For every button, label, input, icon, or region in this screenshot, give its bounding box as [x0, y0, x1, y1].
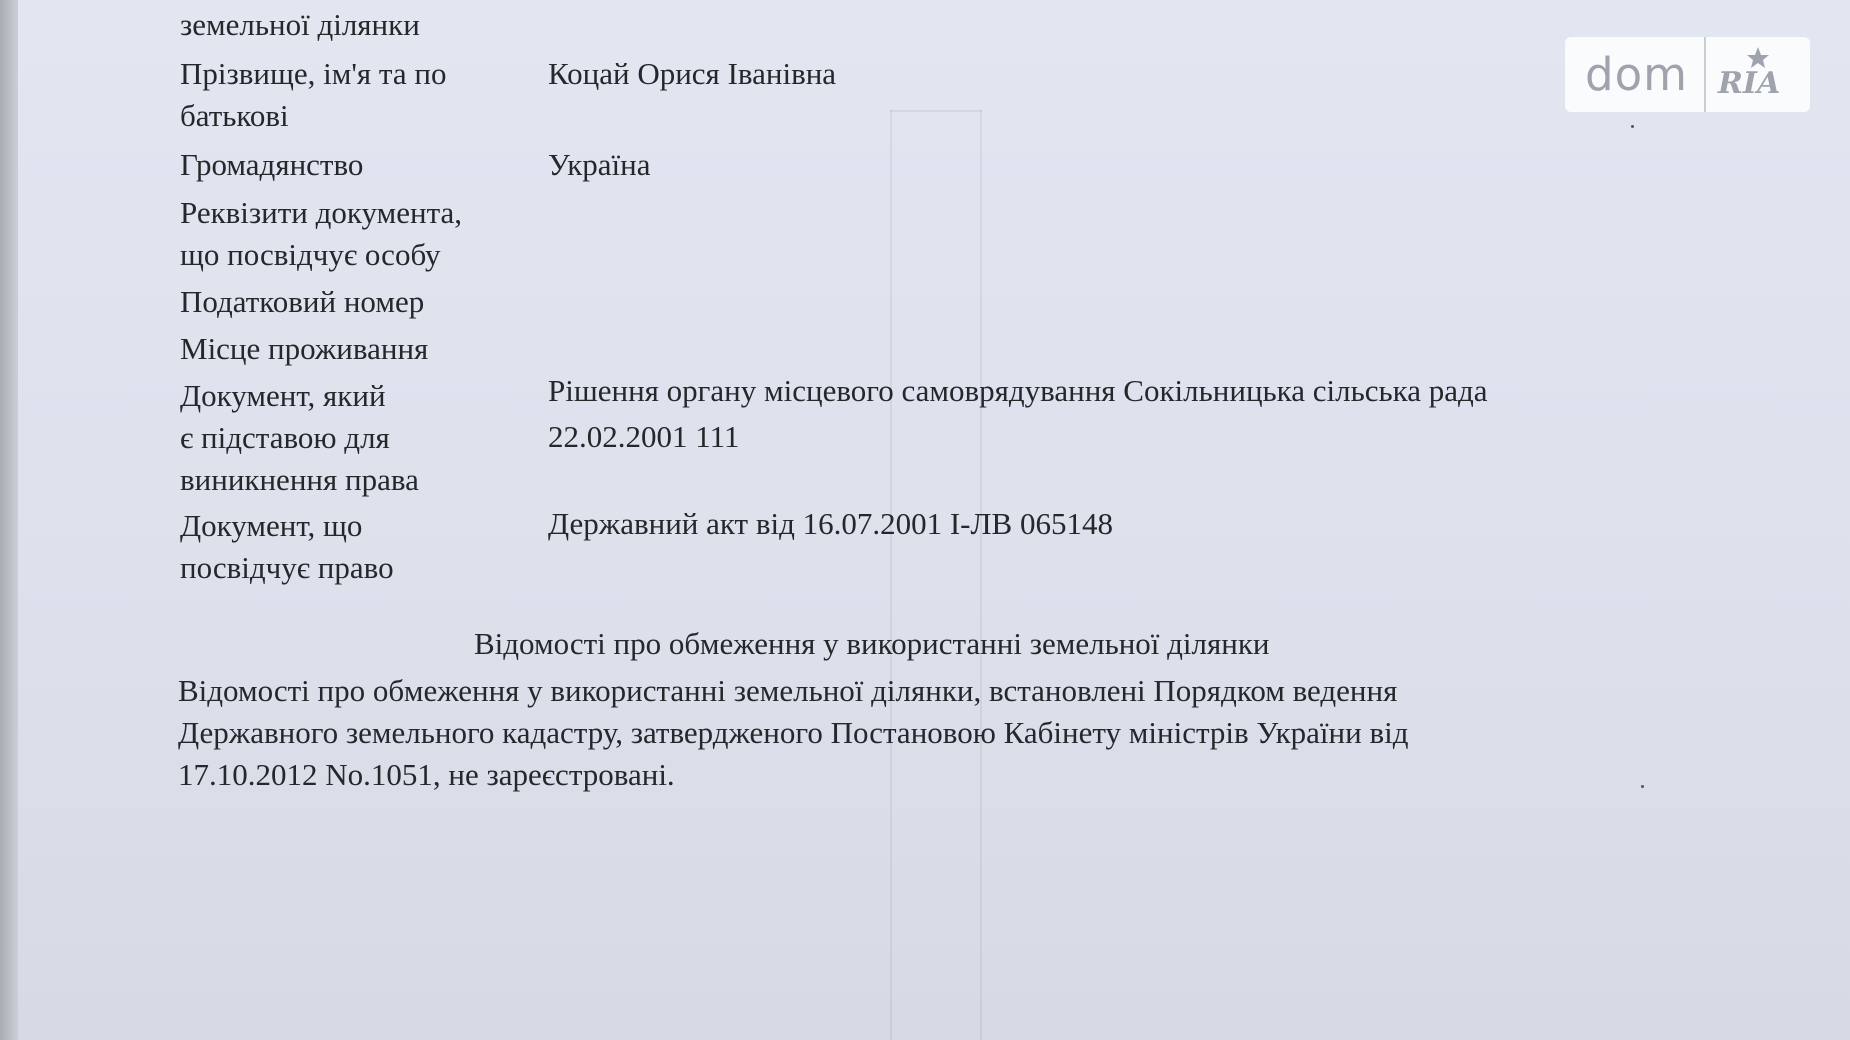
label-basis-document-line-2: є підставою для	[180, 420, 390, 455]
value-basis-document-line-2: 22.02.2001 111	[548, 419, 740, 454]
label-basis-document-line-3: виникнення права	[180, 462, 419, 497]
label-residence: Місце проживання	[180, 331, 429, 366]
paragraph-line-3: 17.10.2012 No.1051, не зареєстровані.	[178, 757, 675, 792]
value-title-document: Державний акт від 16.07.2001 І-ЛВ 065148	[548, 506, 1113, 541]
speck	[1641, 785, 1644, 788]
label-name-line-2: батькові	[180, 98, 289, 133]
label-id-document-line-1: Реквізити документа,	[180, 195, 463, 230]
label-title-document-line-1: Документ, що	[180, 508, 363, 543]
label-name-line-1: Прізвище, ім'я та по	[180, 56, 447, 91]
svg-text:RIA: RIA	[1717, 66, 1781, 101]
label-basis-document-line-1: Документ, який	[180, 378, 386, 413]
value-basis-document-line-1: Рішення органу місцевого самоврядування Сокільницька сільська рада	[548, 373, 1488, 408]
paragraph-line-2: Державного земельного кадастру, затвердженого Постановою Кабінету міністрів України від	[178, 715, 1409, 750]
logo-ria-mark	[1706, 37, 1806, 112]
label-citizenship: Громадянство	[180, 147, 364, 182]
speck	[1631, 125, 1634, 128]
section-title: Відомості про обмеження у використанні земельної ділянки	[474, 626, 1270, 661]
value-name: Коцай Орися Іванівна	[548, 56, 837, 91]
label-tax-number: Податковий номер	[180, 284, 425, 319]
label-title-document-line-2: посвідчує право	[180, 550, 394, 585]
domria-watermark-logo	[1565, 37, 1810, 112]
logo-dom-text: dom	[1585, 48, 1688, 101]
ria-star-icon	[1706, 37, 1806, 112]
paragraph-line-1: Відомості про обмеження у використанні земельної ділянки, встановлені Порядком ведення	[178, 673, 1398, 708]
label-id-document-line-2: що посвідчує особу	[180, 237, 441, 272]
top-label: земельної ділянки	[180, 7, 420, 42]
value-citizenship: Україна	[548, 147, 651, 182]
